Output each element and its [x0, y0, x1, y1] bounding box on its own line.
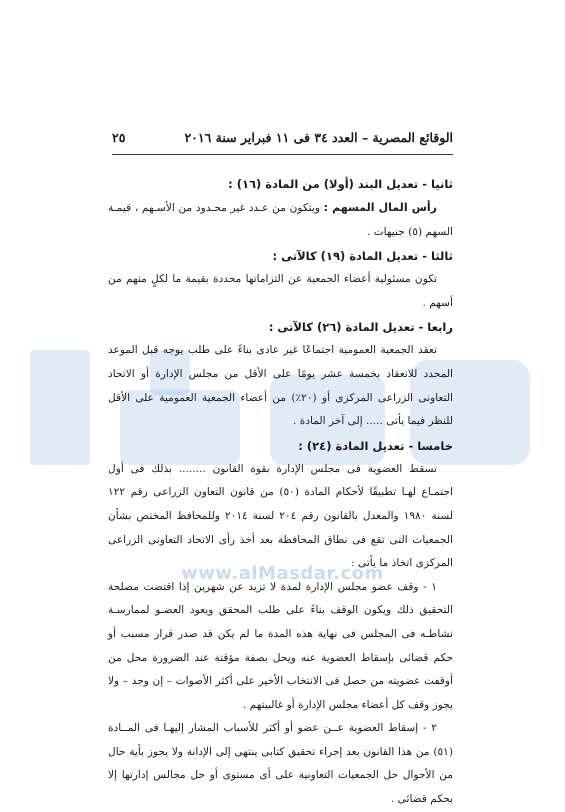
section-heading: ثالثا - تعديل المادة (١٩) كالآتى : — [272, 249, 453, 264]
page-header — [112, 130, 453, 155]
paragraph-lead: رأس المال المسهم : — [323, 201, 437, 214]
section-paragraph: تعقد الجمعية العمومية اجتماعًا غير عادى بناءً على طلب يوجه قبل الموعد المحدد للانعقاد بخمسة عشر يومًا على الأقل من مجلس الإدارة أو الاتحاد التعاونى الزراعى المركزى أو (٢٠٪) من أعضاء الجمعية العمومية على الأقل للنظر فيما يأتى ..... إلى آخر المادة . — [108, 344, 453, 428]
section-heading: خامسا - تعديل المادة (٢٤) : — [298, 438, 453, 453]
paragraph-text: ويتكون من عـدد غير محـدود من الأسـهم ، قيمـة السهم (٥) جنيهات . — [108, 202, 453, 238]
document-body — [108, 172, 453, 812]
gazette-title: الوقائع المصرية – العدد ٣٤ فى ١١ فبراير سنة ٢٠١٦ — [184, 130, 453, 145]
section-heading: ثانيا - تعديل البند (أولا) من المادة (١٦) : — [228, 177, 453, 191]
watermark-url: www.alMasdar.com — [181, 563, 384, 584]
section-paragraph: تكون مسئولية أعضاء الجمعية عن التزاماتها محددة بقيمة ما لكلٍ منهم من أسهم . — [108, 273, 453, 309]
list-item: ١ - وقف عضو مجلس الإدارة لمدة لا تزيد عن شهرين إذا اقتضت مصلحة التحقيق ذلك ويكون الوقف بناءً على طلب المحقق ويعود العضـو لممارسـة نشاطـه فى المجلس فى نهاية هذه المدة ما لم يكن قد صدر قرار مسبب أو حكم قضائى بإسقاط العضوية عنه ويحل بصفة مؤقتة عند الضرورة محل من أوقفت عضويته من حصل فى الانتخاب الأخير على أكثر الأصوات – إن وجد – ولا يجوز وقف كل أعضاء مجلس الإدارة أو غالبيتهم . — [108, 580, 453, 711]
section-paragraph: تسقط العضوية فى مجلس الإدارة بقوة القانون ........ بذلك فى أول اجتمـاع لهـا تطبيقًا لأحكام المادة (٥٠) من قانون التعاون الزراعى رقم ١٢٢ لسنة ١٩٨٠ والمعدل بالقانون رقم ٢٠٤ لسنة ٢٠١٤ وللمحافظ المختص بشأن الجمعيات التى تقع فى نطاق المحافظة بعد أخذ رأى الاتحاد التعاونى الزراعى المركزى اتخاذ ما يأتى : — [108, 462, 453, 570]
page-number: ٢٥ — [112, 130, 126, 145]
list-item: ٢ - إسقاط العضوية عــن عضو أو أكثر للأسباب المشار إليهـا فى المــادة (٥١) من هذا القانون بعد إجراء تحقيق كتابى ينتهى إلى الإدانة ولا يجوز بأية حال من الأحوال حل الجمعيات التعاونية على أى مستوى أو حل مجالس إدارتها إلا بحكم قضائى . — [108, 722, 453, 806]
section-heading: رابعا - تعديل المادة (٢٦) كالآتى : — [268, 320, 453, 335]
section-paragraph — [108, 196, 453, 244]
